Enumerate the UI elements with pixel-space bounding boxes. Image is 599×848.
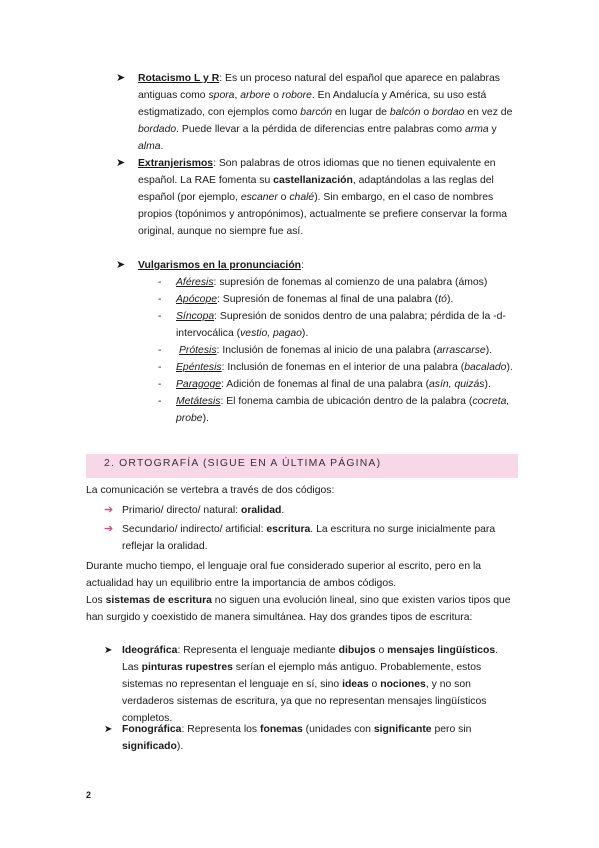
term: Paragoge	[176, 379, 222, 390]
text: Primario/ directo/ natural:	[122, 505, 241, 516]
text: o	[375, 645, 388, 656]
bold-text: pinturas rupestres	[141, 662, 233, 673]
arrow-bullet-icon: ➤	[116, 259, 126, 271]
example: cocreta, probe	[176, 396, 510, 424]
text: ,	[234, 90, 241, 101]
dash-bullet: -	[158, 362, 162, 373]
text: . En Andalucía y América, su uso está estigmatizado, con ejemplos como	[138, 90, 487, 118]
text: Secundario/ indirecto/ artificial:	[122, 524, 267, 535]
example: bordado	[138, 124, 177, 135]
text: : Inclusión de fonemas en el interior de una palabra (	[221, 362, 465, 373]
text: ).	[176, 741, 184, 752]
term: Epéntesis	[176, 362, 222, 373]
text: : supresión de fonemas al comienzo de una palabra (ámos)	[213, 277, 488, 288]
text: o	[368, 679, 381, 690]
text: . La escritura no surge inicialmente para reflejar la oralidad.	[122, 524, 496, 552]
text: , adaptándolas a las reglas del español (por ejemplo,	[138, 175, 494, 203]
bold-text: ideas	[342, 679, 369, 690]
term: Prótesis	[179, 345, 217, 356]
text: ).	[506, 362, 513, 373]
list-item	[158, 393, 518, 427]
rotacismo-item	[116, 70, 518, 155]
example: bacalado	[464, 362, 507, 373]
text: : Es un proceso natural del español que aparece en palabras antiguas como	[138, 73, 500, 101]
example: alma	[138, 141, 161, 152]
text: : Adición de fonemas al final de una palabra (	[221, 379, 430, 390]
text: . Puede llevar a la pérdida de diferencias entre palabras como	[176, 124, 465, 135]
bold-text: sistemas de escritura	[105, 595, 212, 606]
term: Síncopa	[176, 311, 215, 322]
term: Aféresis	[176, 277, 214, 288]
list-item	[158, 274, 518, 291]
bold-text: escritura	[266, 524, 311, 535]
example: vestio, pagao	[240, 328, 302, 339]
dash-bullet: -	[158, 311, 162, 322]
bold-text: significante	[373, 724, 432, 735]
dash-bullet: -	[158, 345, 162, 356]
bold-text: Ideográfica	[122, 645, 178, 656]
list-item	[158, 291, 518, 308]
fonografica-item	[104, 721, 516, 755]
text: o	[420, 107, 433, 118]
dash-bullet: -	[158, 379, 162, 390]
section-heading-band	[86, 454, 518, 478]
arrow-bullet-icon: ➤	[104, 645, 113, 656]
vulgarismos-term: Vulgarismos en la pronunciación	[138, 260, 302, 271]
example: asín, quizás	[429, 379, 485, 390]
text: : El fonema cambia de ubicación dentro de la palabra (	[220, 396, 473, 407]
rotacismo-term: Rotacismo L y R	[138, 73, 220, 84]
example: escaner	[240, 192, 278, 203]
arrow-bullet-icon: ➤	[116, 157, 126, 169]
example: barcón	[300, 107, 333, 118]
text: : Representa los	[181, 724, 261, 735]
text: ).	[202, 413, 209, 424]
text: ).	[301, 328, 309, 339]
arrow-bullet-icon: ➤	[116, 72, 126, 84]
text: ).	[446, 294, 454, 305]
example: arbore	[240, 90, 271, 101]
arrow-bullet-icon: ➤	[104, 724, 113, 735]
text: en lugar de	[332, 107, 390, 118]
dash-bullet: -	[158, 294, 162, 305]
bold-text: Fonográfica	[122, 724, 182, 735]
text: : Supresión de sonidos dentro de una palabra; pérdida de la -d- intervocálica (	[176, 311, 506, 339]
bold-text: oralidad	[240, 505, 282, 516]
page-number: 2	[86, 790, 92, 800]
example: bordao	[432, 107, 465, 118]
text: serían el ejemplo más antiguo. Probablemente, estos sistemas no representan el lenguaje en sí, sino	[122, 662, 482, 690]
text: : Supresión de fonemas al final de una palabra (	[217, 294, 439, 305]
section-heading: 2. ORTOGRAFÍA (SIGUE EN A ÚLTIMA PÁGINA)	[104, 458, 382, 469]
text: . Las	[122, 645, 499, 673]
list-item	[158, 342, 518, 359]
code-item-secondary	[104, 521, 518, 555]
example: arrascarse	[436, 345, 486, 356]
example: chalé	[289, 192, 315, 203]
text: Los	[86, 595, 106, 606]
term: Apócope	[176, 294, 218, 305]
text: y	[488, 124, 497, 135]
list-item	[158, 308, 518, 342]
bold-text: nociones	[380, 679, 426, 690]
paragraph-sistemas	[86, 592, 516, 626]
text: ).	[485, 345, 493, 356]
text: en vez de	[464, 107, 513, 118]
vulgarismos-list	[158, 274, 518, 427]
list-item	[158, 376, 518, 393]
bold-text: dibujos	[338, 645, 376, 656]
example: arma	[464, 124, 489, 135]
example: tó	[438, 294, 447, 305]
code-item-primary	[104, 502, 518, 519]
text: o	[270, 90, 282, 101]
paragraph-durante: Durante mucho tiempo, el lenguaje oral fue considerado superior al escrito, pero en la actualidad hay un equilibrio entre la importancia de ambos códigos.	[86, 561, 482, 589]
bold-text: significado	[122, 741, 177, 752]
bold-text: fonemas	[260, 724, 303, 735]
text: pero sin	[431, 724, 472, 735]
bold-text: castellanización	[273, 175, 353, 186]
extranjerismos-item	[116, 155, 518, 240]
text: ).	[484, 379, 491, 390]
vulgarismos-item	[116, 257, 518, 274]
text: no siguen una evolución lineal, sino que existen varios tipos que han surgido y coexistido de manera simultánea. Hay dos grandes tipos de escritura:	[86, 595, 511, 623]
text: :	[301, 260, 304, 271]
text: .	[281, 505, 285, 516]
text: (unidades con	[302, 724, 374, 735]
text: .	[160, 141, 164, 152]
arrow-right-icon: ➔	[104, 523, 114, 535]
example: balcón	[389, 107, 421, 118]
example: spora	[208, 90, 235, 101]
dash-bullet: -	[158, 396, 162, 407]
ideografica-item	[104, 642, 516, 727]
text: , y no son verdaderos sistemas de escritura, ya que no representan mensajes lingüísticos completos.	[122, 679, 487, 724]
list-item	[158, 359, 518, 376]
arrow-right-icon: ➔	[104, 504, 114, 516]
extranjerismos-term: Extranjerismos	[138, 158, 214, 169]
intro-paragraph: La comunicación se vertebra a través de dos códigos:	[86, 485, 335, 496]
text: o	[277, 192, 290, 203]
bold-text: mensajes lingüísticos	[387, 645, 496, 656]
text: : Representa el lenguaje mediante	[177, 645, 339, 656]
term: Metátesis	[176, 396, 221, 407]
dash-bullet: -	[158, 277, 162, 288]
example: robore	[281, 90, 312, 101]
text: : Son palabras de otros idiomas que no tienen equivalente en español. La RAE fomenta su	[138, 158, 496, 186]
text: ). Sin embargo, en el caso de nombres propios (topónimos y antropónimos), actualmente se prefiere conservar la forma original, aunque no siempre fue así.	[138, 192, 508, 237]
text: : Inclusión de fonemas al inicio de una palabra (	[216, 345, 437, 356]
